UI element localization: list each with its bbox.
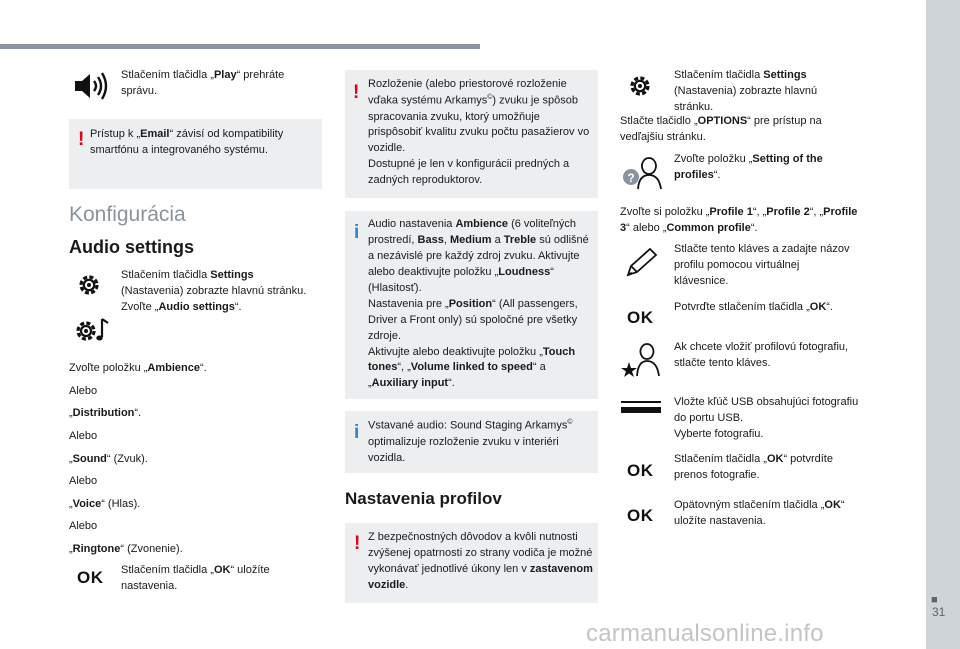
warning-email-text: Prístup k „Email“ závisí od kompatibility smartfónu a integrovaného systému. (90, 128, 284, 156)
ok-save-again-text: Opätovným stlačením tlačidla „OK“ uložíte nastavenia. (674, 499, 845, 527)
options-text: Stlačte tlačidlo „OPTIONS“ pre prístup na vedľajšiu stránku. (620, 115, 822, 143)
pen-icon (622, 245, 662, 279)
confirm-ok-text: Potvrďte stlačením tlačidla „OK“. (674, 301, 833, 313)
setting-profiles-text: Zvoľte položku „Setting of the profiles“. (674, 153, 823, 181)
heading-nastavenia-profilov: Nastavenia profilov (345, 489, 502, 508)
pen-text: Stlačte tento kláves a zadajte názov profilu pomocou virtuálnej klávesnice. (674, 243, 850, 287)
choose-ambience: Zvoľte položku „Ambience“. (69, 362, 207, 374)
ok-button-icon: OK (627, 506, 654, 525)
distribution-text: Rozloženie (alebo priestorové rozloženie vďaka systému Arkamys©) zvuku je spôsob spracovania zvuku, ktorý umožňuje prispôsobiť kvalitu zvuku počtu pasažierov vo vozidle. Dostupné je len v konfigurácii predných a zadných reproduktorov. (368, 78, 590, 187)
top-bar (0, 44, 480, 49)
ok-button-icon: OK (627, 308, 654, 327)
choose-sound: „Sound“ (Zvuk). (69, 453, 148, 465)
choose-ringtone: „Ringtone“ (Zvonenie). (69, 543, 183, 555)
play-text: Stlačením tlačidla „Play“ prehráte správu. (121, 69, 285, 97)
alebo-3: Alebo (69, 475, 98, 487)
ok-save-text: Stlačením tlačidla „OK“ uložíte nastavenia. (121, 564, 270, 592)
ok-photo-text: Stlačením tlačidla „OK“ potvrdíte prenos fotografie. (674, 453, 833, 481)
warning-icon: ! (78, 129, 85, 150)
info-icon: i (354, 422, 360, 443)
audio-settings-icon (72, 314, 112, 348)
info-box-sound-staging (345, 411, 598, 473)
ok-button-icon: OK (77, 568, 104, 587)
ok-button-icon: OK (627, 461, 654, 480)
warning-box-distribution (345, 70, 598, 198)
warning-box-safety (345, 523, 598, 603)
alebo-1: Alebo (69, 385, 98, 397)
safety-text: Z bezpečnostných dôvodov a kvôli nutnosti zvýšenej opatrnosti zo strany vodiča je možné vykonávať jednotlivé úkony len v zastavenom vozidle. (368, 531, 593, 591)
choose-distribution: „Distribution“. (69, 407, 142, 419)
heading-audio-settings: Audio settings (69, 237, 194, 257)
page-number: 31 (932, 605, 946, 619)
page-marker: ■ (931, 594, 938, 606)
usb-icon (620, 398, 662, 418)
warning-icon: ! (353, 82, 360, 103)
alebo-2: Alebo (69, 430, 98, 442)
heading-konfiguracia: Konfigurácia (69, 203, 186, 226)
profile-photo-icon (620, 340, 664, 378)
info-box-audio-settings (345, 211, 598, 399)
svg-text:?: ? (627, 171, 635, 185)
photo-text: Ak chcete vložiť profilovú fotografiu, stlačte tento kláves. (674, 341, 849, 369)
audio-settings-text: Stlačením tlačidla Settings (Nastavenia) zobrazte hlavnú stránku. Zvoľte „Audio settings“. (121, 269, 307, 313)
settings-gear-icon (74, 270, 104, 300)
sound-staging-text: Vstavané audio: Sound Staging Arkamys© optimalizuje rozloženie zvuku v interiéri vozidla. (368, 419, 573, 464)
settings-main-text: Stlačením tlačidla Settings (Nastavenia) zobrazte hlavnú stránku. (674, 69, 818, 113)
side-strip (926, 0, 960, 649)
settings-gear-icon (625, 71, 655, 101)
watermark: carmanualsonline.info (586, 620, 824, 647)
warning-icon: ! (354, 533, 361, 554)
info-icon: i (354, 222, 360, 243)
usb-text: Vložte kľúč USB obsahujúci fotografiu do portu USB. Vyberte fotografiu. (674, 396, 859, 440)
audio-settings-info-text: Audio nastavenia Ambience (6 voliteľných prostredí, Bass, Medium a Treble sú odlišné a nezávislé pre každý zdroj zvuku. Aktivujte alebo deaktivujte položku „Loudness“ (Hlasitosť). Nastavenia pre „Position“ (All passengers, Driver a Front only) sú spoločné pre všetky zdroje. Aktivujte alebo deaktivujte položku „Touch tones“, „Volume linked to speed“ a „Auxiliary input“. (368, 218, 589, 390)
speaker-icon (70, 68, 110, 104)
choose-voice: „Voice“ (Hlas). (69, 498, 141, 510)
profile-settings-icon (620, 155, 666, 191)
warning-box-email (69, 119, 322, 189)
alebo-4: Alebo (69, 520, 98, 532)
profile-choice-text: Zvoľte si položku „Profile 1“, „Profile 2“, „Profile 3“ alebo „Common profile“. (620, 206, 858, 234)
